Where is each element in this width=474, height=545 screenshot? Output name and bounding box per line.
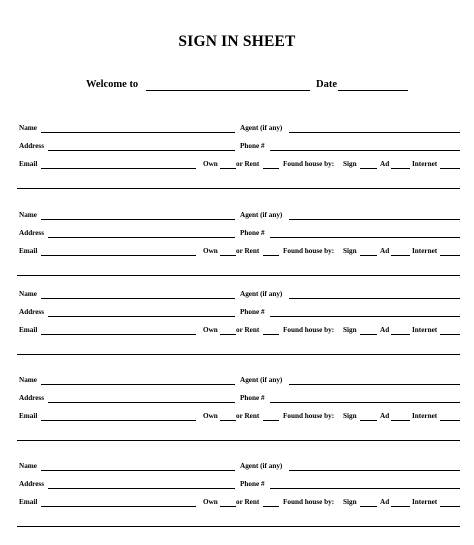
name-field[interactable] xyxy=(41,470,235,471)
phone-label: Phone # xyxy=(240,229,265,237)
sign-field[interactable] xyxy=(360,168,377,169)
sign-field[interactable] xyxy=(360,334,377,335)
rent-field[interactable] xyxy=(263,334,279,335)
name-field[interactable] xyxy=(41,132,235,133)
address-label: Address xyxy=(19,394,45,402)
found-house-label: Found house by: xyxy=(283,412,335,420)
phone-label: Phone # xyxy=(240,480,265,488)
email-label: Email xyxy=(19,160,38,168)
notes-line[interactable] xyxy=(17,440,460,441)
own-field[interactable] xyxy=(220,334,236,335)
phone-label: Phone # xyxy=(240,142,265,150)
own-label: Own xyxy=(203,498,218,506)
phone-label: Phone # xyxy=(240,394,265,402)
rent-label: or Rent xyxy=(236,247,260,255)
sign-label: Sign xyxy=(343,412,357,420)
own-label: Own xyxy=(203,326,218,334)
ad-field[interactable] xyxy=(391,420,410,421)
agent-field[interactable] xyxy=(289,132,460,133)
address-field[interactable] xyxy=(48,150,235,151)
date-field[interactable] xyxy=(338,90,408,91)
own-field[interactable] xyxy=(220,168,236,169)
agent-field[interactable] xyxy=(289,470,460,471)
address-field[interactable] xyxy=(48,316,235,317)
sign-label: Sign xyxy=(343,326,357,334)
agent-label: Agent (if any) xyxy=(240,376,283,384)
sign-field[interactable] xyxy=(360,420,377,421)
agent-label: Agent (if any) xyxy=(240,211,283,219)
agent-label: Agent (if any) xyxy=(240,124,283,132)
rent-field[interactable] xyxy=(263,255,279,256)
sign-in-entry xyxy=(0,211,474,281)
welcome-label: Welcome to xyxy=(86,79,139,90)
internet-label: Internet xyxy=(412,412,438,420)
email-field[interactable] xyxy=(41,334,196,335)
own-label: Own xyxy=(203,247,218,255)
date-label: Date xyxy=(316,79,337,90)
name-field[interactable] xyxy=(41,298,235,299)
rent-label: or Rent xyxy=(236,498,260,506)
sign-label: Sign xyxy=(343,160,357,168)
name-label: Name xyxy=(19,290,37,298)
sign-label: Sign xyxy=(343,247,357,255)
ad-label: Ad xyxy=(380,498,390,506)
ad-field[interactable] xyxy=(391,168,410,169)
found-house-label: Found house by: xyxy=(283,498,335,506)
internet-field[interactable] xyxy=(440,506,460,507)
internet-label: Internet xyxy=(412,247,438,255)
phone-label: Phone # xyxy=(240,308,265,316)
own-label: Own xyxy=(203,160,218,168)
email-field[interactable] xyxy=(41,168,196,169)
rent-label: or Rent xyxy=(236,326,260,334)
found-house-label: Found house by: xyxy=(283,326,335,334)
email-label: Email xyxy=(19,326,38,334)
own-field[interactable] xyxy=(220,506,236,507)
address-label: Address xyxy=(19,142,45,150)
phone-field[interactable] xyxy=(270,402,460,403)
sign-in-entry xyxy=(0,290,474,360)
internet-field[interactable] xyxy=(440,255,460,256)
ad-label: Ad xyxy=(380,412,390,420)
phone-field[interactable] xyxy=(270,316,460,317)
internet-label: Internet xyxy=(412,160,438,168)
sign-in-entry xyxy=(0,124,474,194)
name-field[interactable] xyxy=(41,384,235,385)
agent-label: Agent (if any) xyxy=(240,290,283,298)
rent-field[interactable] xyxy=(263,420,279,421)
found-house-label: Found house by: xyxy=(283,247,335,255)
ad-field[interactable] xyxy=(391,334,410,335)
email-label: Email xyxy=(19,247,38,255)
phone-field[interactable] xyxy=(270,488,460,489)
notes-line[interactable] xyxy=(17,188,460,189)
sign-in-entry xyxy=(0,462,474,532)
name-label: Name xyxy=(19,376,37,384)
agent-field[interactable] xyxy=(289,219,460,220)
address-field[interactable] xyxy=(48,488,235,489)
page-title: SIGN IN SHEET xyxy=(178,33,296,50)
internet-field[interactable] xyxy=(440,420,460,421)
rent-field[interactable] xyxy=(263,506,279,507)
notes-line[interactable] xyxy=(17,275,460,276)
own-field[interactable] xyxy=(220,255,236,256)
rent-label: or Rent xyxy=(236,160,260,168)
address-field[interactable] xyxy=(48,237,235,238)
found-house-label: Found house by: xyxy=(283,160,335,168)
ad-field[interactable] xyxy=(391,255,410,256)
ad-label: Ad xyxy=(380,160,390,168)
rent-field[interactable] xyxy=(263,168,279,169)
internet-field[interactable] xyxy=(440,168,460,169)
own-field[interactable] xyxy=(220,420,236,421)
email-label: Email xyxy=(19,412,38,420)
agent-field[interactable] xyxy=(289,298,460,299)
phone-field[interactable] xyxy=(270,237,460,238)
email-field[interactable] xyxy=(41,420,196,421)
sign-label: Sign xyxy=(343,498,357,506)
address-label: Address xyxy=(19,229,45,237)
address-label: Address xyxy=(19,308,45,316)
internet-label: Internet xyxy=(412,498,438,506)
sign-field[interactable] xyxy=(360,506,377,507)
address-label: Address xyxy=(19,480,45,488)
own-label: Own xyxy=(203,412,218,420)
ad-field[interactable] xyxy=(391,506,410,507)
email-field[interactable] xyxy=(41,255,196,256)
rent-label: or Rent xyxy=(236,412,260,420)
name-label: Name xyxy=(19,211,37,219)
name-label: Name xyxy=(19,124,37,132)
welcome-field[interactable] xyxy=(146,90,310,91)
sign-field[interactable] xyxy=(360,255,377,256)
internet-field[interactable] xyxy=(440,334,460,335)
name-field[interactable] xyxy=(41,219,235,220)
ad-label: Ad xyxy=(380,326,390,334)
email-label: Email xyxy=(19,498,38,506)
agent-field[interactable] xyxy=(289,384,460,385)
ad-label: Ad xyxy=(380,247,390,255)
internet-label: Internet xyxy=(412,326,438,334)
address-field[interactable] xyxy=(48,402,235,403)
email-field[interactable] xyxy=(41,506,196,507)
notes-line[interactable] xyxy=(17,526,460,527)
sign-in-entry xyxy=(0,376,474,446)
phone-field[interactable] xyxy=(270,150,460,151)
name-label: Name xyxy=(19,462,37,470)
notes-line[interactable] xyxy=(17,354,460,355)
agent-label: Agent (if any) xyxy=(240,462,283,470)
